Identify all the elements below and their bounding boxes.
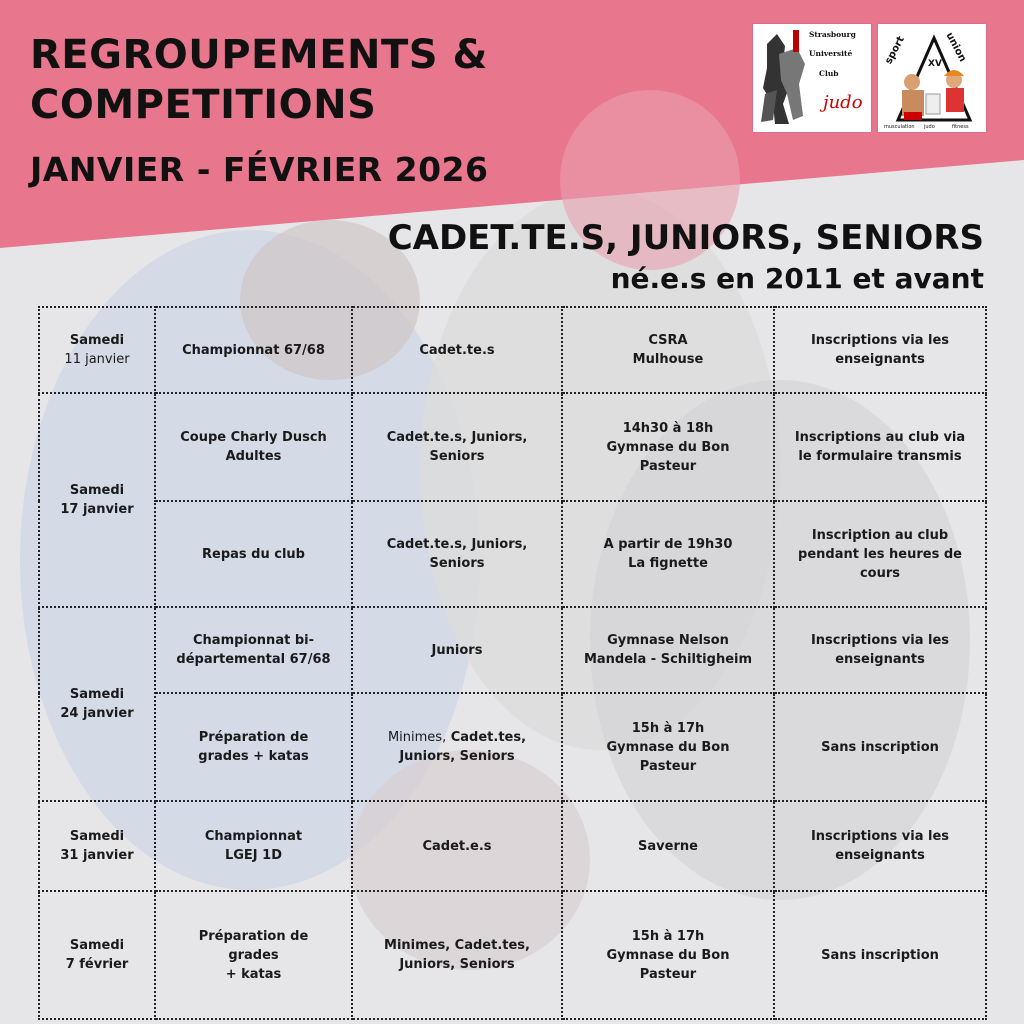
categories-cell: Minimes, Cadet.tes, Juniors, Seniors: [352, 693, 562, 801]
logo-line-3: Club: [819, 69, 839, 78]
place-cell: 15h à 17h Gymnase du Bon Pasteur: [562, 891, 774, 1019]
place-cell: Gymnase Nelson Mandela - Schiltigheim: [562, 607, 774, 693]
registration-cell: Sans inscription: [774, 693, 986, 801]
event-cell: Championnat 67/68: [155, 307, 352, 393]
place-cell: CSRA Mulhouse: [562, 307, 774, 393]
logo2-bottom-3: fitness: [952, 124, 969, 130]
sport-union-xv-logo: [878, 24, 986, 132]
registration-cell: Inscriptions via les enseignants: [774, 801, 986, 891]
registration-cell: Inscriptions au club via le formulaire transmis: [774, 393, 986, 501]
categories-cell: Juniors: [352, 607, 562, 693]
categories-cell: Cadet.e.s: [352, 801, 562, 891]
registration-cell: Inscriptions via les enseignants: [774, 307, 986, 393]
page-period: JANVIER - FÉVRIER 2026: [30, 150, 489, 189]
category-subtitle: né.e.s en 2011 et avant: [610, 262, 984, 295]
registration-cell: Inscription au club pendant les heures de cours: [774, 501, 986, 607]
page-title: [30, 30, 488, 130]
date-cell: Samedi 17 janvier: [39, 393, 155, 607]
date-cell: Samedi 11 janvier: [39, 307, 155, 393]
logo-line-2: Université: [809, 49, 853, 58]
category-title: CADET.TE.S, JUNIORS, SENIORS: [387, 218, 984, 258]
registration-cell: Sans inscription: [774, 891, 986, 1019]
table-row: [39, 307, 986, 393]
logo2-top-right: union: [943, 30, 969, 64]
categories-cell: Cadet.te.s, Juniors, Seniors: [352, 501, 562, 607]
table-row: [39, 393, 986, 501]
table-row: [39, 801, 986, 891]
categories-cell: Cadet.te.s, Juniors, Seniors: [352, 393, 562, 501]
place-cell: Saverne: [562, 801, 774, 891]
table-row: [39, 607, 986, 693]
event-cell: Championnat LGEJ 1D: [155, 801, 352, 891]
table-row: [39, 501, 986, 607]
date-cell: Samedi 31 janvier: [39, 801, 155, 891]
place-cell: 14h30 à 18h Gymnase du Bon Pasteur: [562, 393, 774, 501]
schedule-table: [38, 306, 987, 1020]
event-cell: Coupe Charly Dusch Adultes: [155, 393, 352, 501]
categories-cell: Minimes, Cadet.tes, Juniors, Seniors: [352, 891, 562, 1019]
event-cell: Repas du club: [155, 501, 352, 607]
strasbourg-universite-club-judo-logo: [753, 24, 871, 132]
categories-cell: Cadet.te.s: [352, 307, 562, 393]
table-row: [39, 891, 986, 1019]
page-title-line-1: REGROUPEMENTS &: [30, 32, 488, 78]
logo-line-1: Strasbourg: [809, 30, 856, 39]
logo2-bottom-1: musculation: [884, 124, 915, 130]
logo2-mark: XV: [928, 59, 942, 69]
logo2-top-left: sport: [883, 34, 907, 67]
logo-line-4: judo: [823, 92, 863, 113]
event-cell: Championnat bi- départemental 67/68: [155, 607, 352, 693]
date-cell: Samedi 7 février: [39, 891, 155, 1019]
logo2-bottom-2: judo: [924, 124, 935, 130]
table-row: [39, 693, 986, 801]
event-cell: Préparation de grades + katas: [155, 693, 352, 801]
event-cell: Préparation de grades + katas: [155, 891, 352, 1019]
page-title-line-2: COMPETITIONS: [30, 82, 377, 128]
date-cell: Samedi 24 janvier: [39, 607, 155, 801]
place-cell: 15h à 17h Gymnase du Bon Pasteur: [562, 693, 774, 801]
place-cell: A partir de 19h30 La fignette: [562, 501, 774, 607]
registration-cell: Inscriptions via les enseignants: [774, 607, 986, 693]
